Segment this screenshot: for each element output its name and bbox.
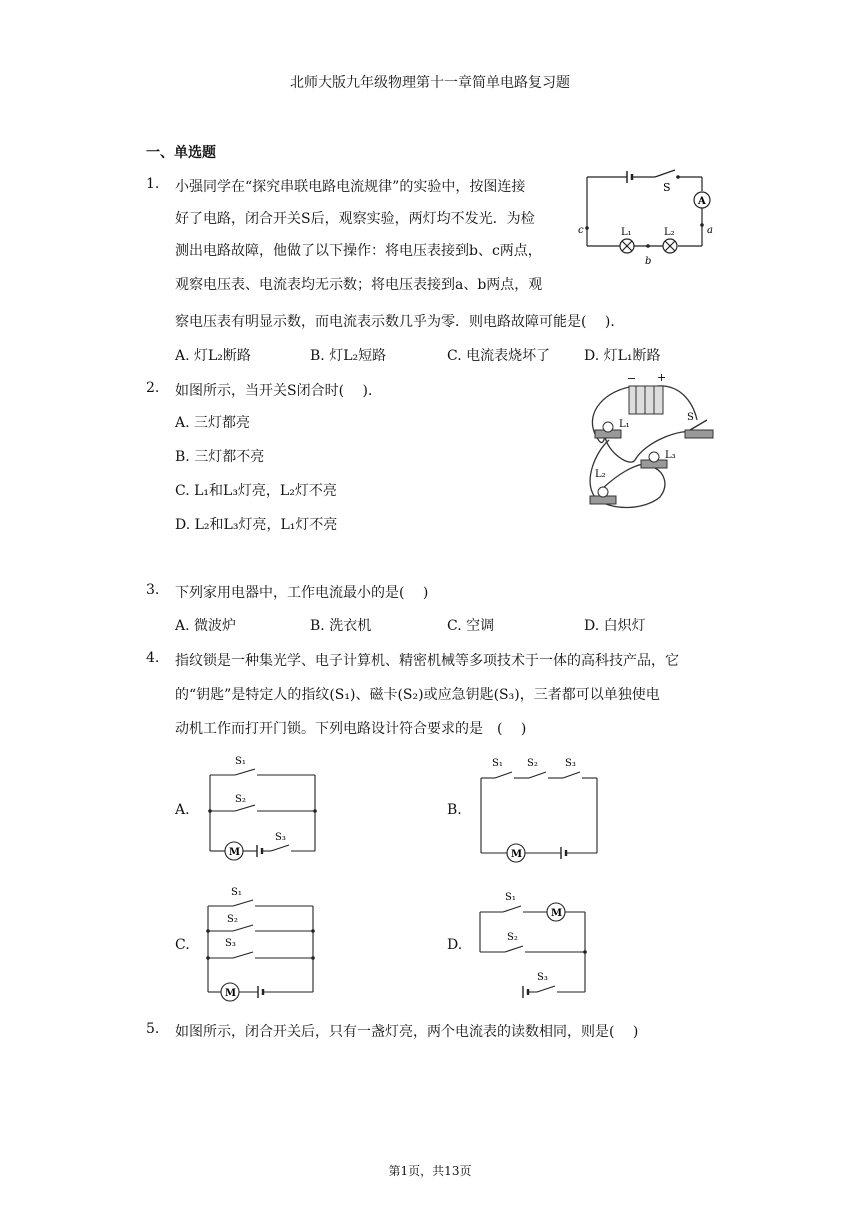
s3-label: S₃ [275, 832, 286, 843]
option-c: C. L₁和L₃灯亮，L₂灯不亮 [175, 483, 337, 499]
question-text-line: 观察电压表、电流表均无示数；将电压表接到a、b两点，观 [175, 277, 543, 293]
question-text-line: 察电压表有明显示数，而电流表示数几乎为零．则电路故障可能是( )． [175, 314, 625, 330]
s3-label: S₃ [225, 938, 236, 949]
bulb-l1-label: L₁ [619, 419, 630, 430]
motor-label: M [229, 847, 241, 858]
motor-label: M [551, 908, 563, 919]
option-a: A. 灯L₂断路 [175, 348, 251, 364]
option-c: C. 电流表烧坏了 [447, 348, 551, 364]
s1-label: S₁ [235, 756, 246, 767]
question-number: 3. [146, 582, 160, 598]
question-text-line: 动机工作而打开门锁。下列电路设计符合要求的是 ( ) [175, 721, 527, 737]
switch-label: S [663, 181, 671, 194]
option-b: B. 灯L₂短路 [310, 348, 387, 364]
option-b: B. [447, 802, 462, 818]
s2-label: S₂ [235, 794, 246, 805]
s1-label: S₁ [231, 887, 242, 898]
option-d: D. [447, 937, 463, 953]
point-a-label: a [707, 225, 713, 236]
circuit-option-a [205, 748, 325, 863]
question-text-line: 好了电路，闭合开关S后，观察实验，两灯均不发光．为检 [175, 211, 535, 227]
section-heading: 一、单选题 [146, 145, 216, 161]
option-d: D. L₂和L₃灯亮，L₁灯不亮 [175, 517, 338, 533]
page-footer: 第1页，共13页 [388, 1164, 472, 1178]
physical-circuit-diagram [575, 372, 720, 517]
s3-label: S₃ [565, 758, 576, 769]
series-circuit-diagram [575, 165, 720, 270]
s3-label: S₃ [537, 972, 548, 983]
ammeter-label: A [698, 196, 706, 207]
motor-label: M [511, 849, 523, 860]
question-text-line: 的“钥匙”是特定人的指纹(S₁)、磁卡(S₂)或应急钥匙(S₃)，三者都可以单独使电 [175, 687, 660, 703]
question-text-line: 下列家用电器中，工作电流最小的是( ) [175, 585, 429, 601]
circuit-option-d [475, 880, 595, 1005]
s2-label: S₂ [527, 758, 538, 769]
option-a: A. 三灯都亮 [175, 415, 251, 431]
battery-plus-label: + [657, 372, 667, 384]
s1-label: S₁ [492, 758, 503, 769]
question-number: 5. [146, 1021, 160, 1037]
option-d: D. 白炽灯 [584, 618, 646, 634]
bulb-l3-label: L₃ [665, 450, 676, 461]
document-title: 北师大版九年级物理第十一章简单电路复习题 [290, 75, 570, 91]
circuit-option-c [203, 880, 323, 1005]
s2-label: S₂ [227, 914, 238, 925]
switch-s-label: S [687, 412, 694, 423]
question-number: 1. [146, 176, 160, 192]
option-b: B. 洗衣机 [310, 618, 372, 634]
motor-label: M [225, 988, 237, 999]
option-a: A. 微波炉 [175, 618, 237, 634]
lamp-l1-label: L₁ [621, 227, 632, 238]
option-b: B. 三灯都不亮 [175, 449, 265, 465]
option-a: A. [175, 802, 190, 818]
lamp-l2-label: L₂ [664, 227, 675, 238]
point-b-label: b [645, 256, 652, 267]
s1-label: S₁ [505, 892, 516, 903]
circuit-option-b [475, 748, 605, 863]
question-text-line: 如图所示，闭合开关后，只有一盏灯亮，两个电流表的读数相同，则是( ) [175, 1024, 639, 1040]
battery-minus-label: − [627, 372, 637, 385]
bulb-l2-label: L₂ [595, 469, 606, 480]
s2-label: S₂ [507, 932, 518, 943]
question-number: 4. [146, 650, 160, 666]
question-number: 2. [146, 380, 160, 396]
question-text-line: 指纹锁是一种集光学、电子计算机、精密机械等多项技术于一体的高科技产品，它 [175, 653, 679, 669]
option-c: C. [175, 937, 190, 953]
question-text-line: 如图所示，当开关S闭合时( )． [175, 383, 382, 399]
option-c: C. 空调 [447, 618, 495, 634]
question-text-line: 测出电路故障，他做了以下操作：将电压表接到b、c两点， [175, 243, 542, 259]
point-c-label: c [578, 225, 584, 236]
option-d: D. 灯L₁断路 [584, 348, 661, 364]
question-text-line: 小强同学在“探究串联电路电流规律”的实验中，按图连接 [175, 179, 526, 195]
